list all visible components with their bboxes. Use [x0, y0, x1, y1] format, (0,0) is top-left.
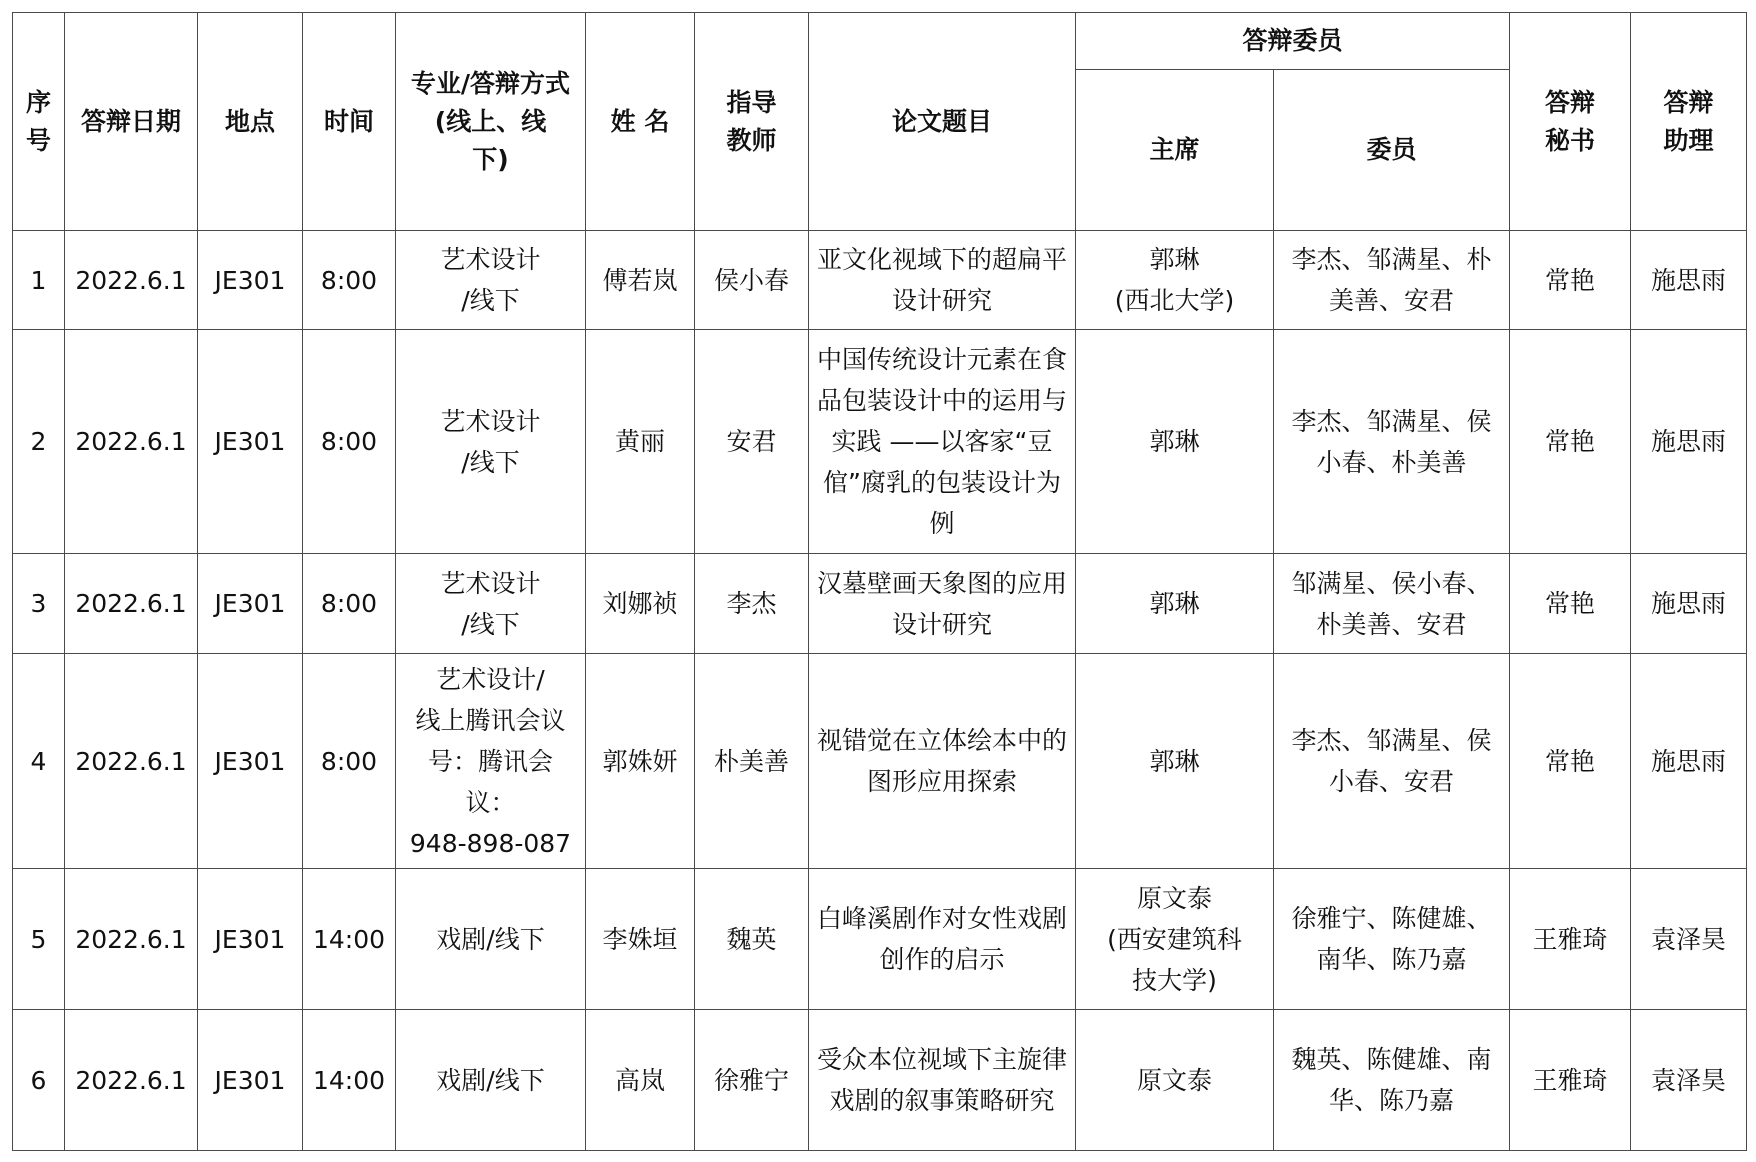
- cell-major-mode: 艺术设计 /线下: [396, 554, 586, 654]
- cell-members: 李杰、邹满星、朴美善、安君: [1274, 231, 1510, 330]
- cell-time: 8:00: [303, 554, 396, 654]
- cell-advisor: 徐雅宁: [695, 1010, 809, 1151]
- table-row: [13, 554, 1747, 654]
- cell-name: 郭姝妍: [586, 654, 695, 869]
- cell-secretary: 王雅琦: [1510, 869, 1631, 1010]
- cell-members: 徐雅宁、陈健雄、南华、陈乃嘉: [1274, 869, 1510, 1010]
- table-row: [13, 869, 1747, 1010]
- cell-chair: 郭琳 (西北大学): [1076, 231, 1274, 330]
- cell-chair: 郭琳: [1076, 554, 1274, 654]
- cell-assistant: 施思雨: [1631, 654, 1747, 869]
- header-committee: 答辩委员: [1076, 13, 1510, 70]
- cell-chair: 郭琳: [1076, 654, 1274, 869]
- header-date: 答辩日期: [65, 13, 198, 231]
- cell-time: 8:00: [303, 231, 396, 330]
- cell-secretary: 王雅琦: [1510, 1010, 1631, 1151]
- cell-name: 刘娜祯: [586, 554, 695, 654]
- cell-index: 3: [13, 554, 65, 654]
- cell-chair: 郭琳: [1076, 330, 1274, 554]
- table-row: [13, 231, 1747, 330]
- cell-name: 李姝垣: [586, 869, 695, 1010]
- cell-thesis: 汉墓壁画天象图的应用设计研究: [809, 554, 1076, 654]
- cell-date: 2022.6.1: [65, 869, 198, 1010]
- cell-advisor: 安君: [695, 330, 809, 554]
- cell-name: 傅若岚: [586, 231, 695, 330]
- cell-index: 1: [13, 231, 65, 330]
- cell-advisor: 侯小春: [695, 231, 809, 330]
- header-thesis: 论文题目: [809, 13, 1076, 231]
- header-major-mode: 专业/答辩方式 (线上、线 下): [396, 13, 586, 231]
- cell-time: 8:00: [303, 654, 396, 869]
- cell-members: 邹满星、侯小春、朴美善、安君: [1274, 554, 1510, 654]
- header-name: 姓 名: [586, 13, 695, 231]
- cell-thesis: 视错觉在立体绘本中的图形应用探索: [809, 654, 1076, 869]
- table-row: [13, 654, 1747, 869]
- cell-location: JE301: [198, 554, 303, 654]
- header-time: 时间: [303, 13, 396, 231]
- cell-secretary: 常艳: [1510, 231, 1631, 330]
- cell-major-mode: 艺术设计 /线下: [396, 231, 586, 330]
- cell-assistant: 施思雨: [1631, 330, 1747, 554]
- defense-schedule-table: [12, 12, 1747, 1151]
- cell-members: 魏英、陈健雄、南华、陈乃嘉: [1274, 1010, 1510, 1151]
- cell-members: 李杰、邹满星、侯小春、朴美善: [1274, 330, 1510, 554]
- cell-secretary: 常艳: [1510, 554, 1631, 654]
- cell-advisor: 朴美善: [695, 654, 809, 869]
- cell-assistant: 袁泽昊: [1631, 1010, 1747, 1151]
- cell-location: JE301: [198, 330, 303, 554]
- cell-index: 5: [13, 869, 65, 1010]
- header-assistant: 答辩 助理: [1631, 13, 1747, 231]
- header-members: 委员: [1274, 70, 1510, 231]
- table-row: [13, 330, 1747, 554]
- header-location: 地点: [198, 13, 303, 231]
- header-advisor: 指导 教师: [695, 13, 809, 231]
- cell-thesis: 白峰溪剧作对女性戏剧创作的启示: [809, 869, 1076, 1010]
- cell-thesis: 中国传统设计元素在食品包装设计中的运用与实践 ——以客家“豆倌”腐乳的包装设计为例: [809, 330, 1076, 554]
- cell-location: JE301: [198, 654, 303, 869]
- cell-thesis: 受众本位视域下主旋律戏剧的叙事策略研究: [809, 1010, 1076, 1151]
- cell-date: 2022.6.1: [65, 654, 198, 869]
- cell-chair: 原文泰 (西安建筑科 技大学): [1076, 869, 1274, 1010]
- cell-name: 高岚: [586, 1010, 695, 1151]
- cell-index: 4: [13, 654, 65, 869]
- cell-location: JE301: [198, 231, 303, 330]
- table-body: [13, 231, 1747, 1151]
- cell-time: 8:00: [303, 330, 396, 554]
- cell-name: 黄丽: [586, 330, 695, 554]
- cell-secretary: 常艳: [1510, 330, 1631, 554]
- cell-secretary: 常艳: [1510, 654, 1631, 869]
- cell-assistant: 施思雨: [1631, 231, 1747, 330]
- cell-index: 6: [13, 1010, 65, 1151]
- cell-assistant: 施思雨: [1631, 554, 1747, 654]
- table-header: [13, 13, 1747, 231]
- cell-chair: 原文泰: [1076, 1010, 1274, 1151]
- header-secretary: 答辩 秘书: [1510, 13, 1631, 231]
- cell-members: 李杰、邹满星、侯小春、安君: [1274, 654, 1510, 869]
- cell-advisor: 魏英: [695, 869, 809, 1010]
- cell-date: 2022.6.1: [65, 554, 198, 654]
- header-chair: 主席: [1076, 70, 1274, 231]
- header-row-top: [13, 13, 1747, 70]
- cell-major-mode: 艺术设计/ 线上腾讯会议 号：腾讯会 议： 948-898-087: [396, 654, 586, 869]
- header-index: 序 号: [13, 13, 65, 231]
- cell-location: JE301: [198, 869, 303, 1010]
- cell-date: 2022.6.1: [65, 1010, 198, 1151]
- cell-index: 2: [13, 330, 65, 554]
- cell-major-mode: 戏剧/线下: [396, 869, 586, 1010]
- table-row: [13, 1010, 1747, 1151]
- cell-thesis: 亚文化视域下的超扁平设计研究: [809, 231, 1076, 330]
- cell-major-mode: 艺术设计 /线下: [396, 330, 586, 554]
- cell-date: 2022.6.1: [65, 231, 198, 330]
- cell-location: JE301: [198, 1010, 303, 1151]
- cell-date: 2022.6.1: [65, 330, 198, 554]
- cell-time: 14:00: [303, 869, 396, 1010]
- cell-time: 14:00: [303, 1010, 396, 1151]
- cell-advisor: 李杰: [695, 554, 809, 654]
- cell-assistant: 袁泽昊: [1631, 869, 1747, 1010]
- cell-major-mode: 戏剧/线下: [396, 1010, 586, 1151]
